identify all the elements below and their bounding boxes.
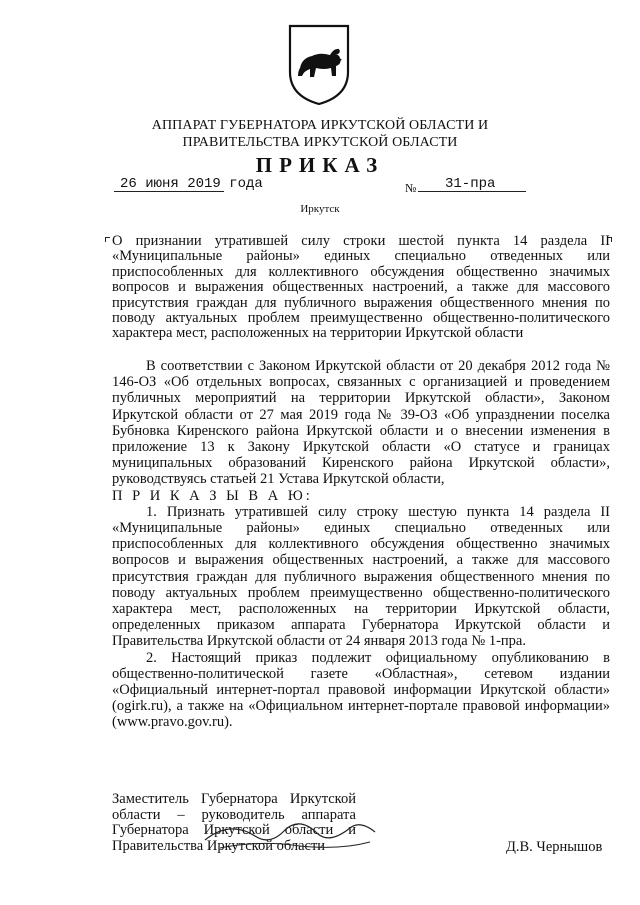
date-underline: [114, 191, 224, 192]
order-item-1: 1. Признать утратившей силу строку шестую пункта 14 раздела II «Муниципальные районы» единых специально отведенных или приспособленных для коллективного обсуждения общественно значимых вопросов и выражения общественных настроений, а также для массового присутствия граждан для публичного выражения общественного мнения по поводу актуальных проблем преимущественно общественно-политического характера мест, расположенных на территории Иркутской области, определенных приказом аппарата Губернатора Иркутской области и Правительства Иркутской области от 24 января 2013 года № 1-пра.: [112, 503, 610, 650]
document-type-title: ПРИКАЗ: [255, 153, 385, 177]
subject-bracket-left: [105, 237, 110, 242]
irkutsk-coat-of-arms-icon: [286, 22, 352, 106]
agency-name-line1: АППАРАТ ГУБЕРНАТОРА ИРКУТСКОЙ ОБЛАСТИ И: [151, 118, 489, 133]
order-item-2: 2. Настоящий приказ подлежит официальному опубликованию в общественно-политической газете «Областная», сетевом издании «Официальный интернет-портал правовой информации Иркутской области» (ogirk.ru), а также на «Официальном интернет-портале правовой информации» (www.pravo.gov.ru).: [112, 649, 610, 731]
document-subject: О признании утратившей силу строки шестой пункта 14 раздела II «Муниципальные районы» единых специально отведенных или приспособленных для коллективного обсуждения общественно значимых вопросов и выражения общественных настроений, а также для массового присутствия граждан для публичного выражения общественного мнения по поводу актуальных проблем преимущественно общественно-политического характера мест, расположенных на территории Иркутской области: [112, 233, 610, 342]
document-number: 31-пра: [445, 176, 496, 192]
document-body: [112, 358, 610, 731]
preamble-paragraph: В соответствии с Законом Иркутской области от 20 декабря 2012 года № 146-ОЗ «Об отдельных вопросах, связанных с организацией и проведением публичных мероприятий на территории Иркутской области», Законом Иркутской области от 27 мая 2019 года № 39-ОЗ «Об упразднении поселка Бубновка Киренского района Иркутской области и о внесении изменения в приложение 13 к Закону Иркутской области «О статусе и границах муниципальных образований Киренского района Иркутской области», руководствуясь статьей 21 Устава Иркутской области,: [112, 358, 610, 488]
number-sign: №: [405, 181, 417, 195]
document-date: 26 июня 2019 года: [120, 176, 263, 192]
signatory-position: Заместитель Губернатора Иркутской области – руководитель аппарата Губернатора Иркутской области и Правительства Иркутской области: [112, 791, 356, 854]
handwritten-signature-icon: [200, 810, 380, 856]
city-name: Иркутск: [300, 203, 340, 215]
signatory-name: Д.В. Чернышов: [506, 839, 603, 855]
number-underline: [418, 191, 526, 192]
order-word: П Р И К А З Ы В А Ю:: [112, 487, 313, 504]
agency-name-line2: ПРАВИТЕЛЬСТВА ИРКУТСКОЙ ОБЛАСТИ: [182, 135, 458, 150]
